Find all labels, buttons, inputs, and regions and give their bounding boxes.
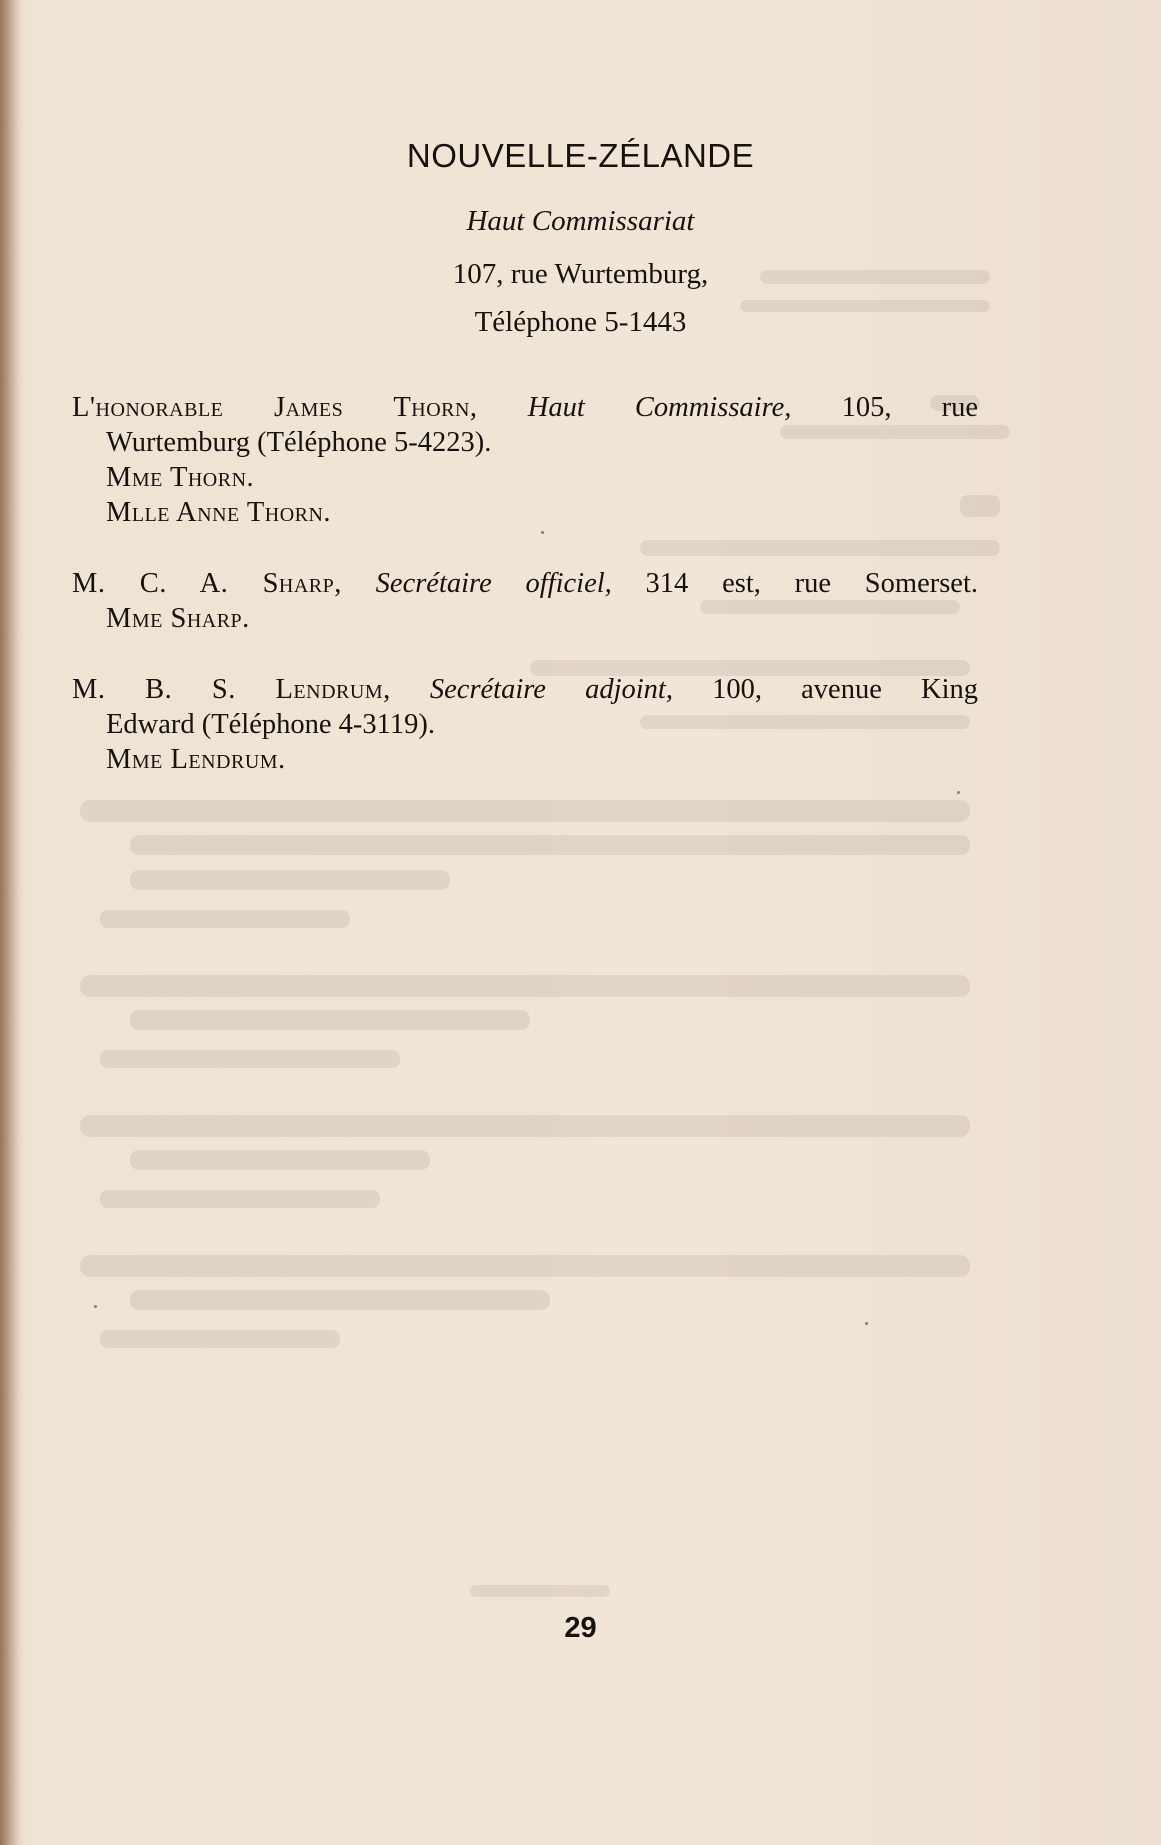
entry-family-member: Mlle Anne Thorn. (106, 497, 332, 528)
entry-details-continued: Wurtemburg (Téléphone 5-4223). (106, 427, 492, 458)
paper-speck (865, 1322, 868, 1325)
entry-line (72, 566, 978, 601)
entry-name: M. C. A. Sharp, (72, 568, 342, 599)
entry-details: 314 est, rue Somerset. (611, 568, 979, 599)
paper-speck (541, 531, 544, 534)
staff-entry (72, 390, 978, 530)
page-subtitle: Haut Commissariat (466, 205, 695, 237)
page-number: 29 (564, 1612, 597, 1644)
entry-title: Haut Commissaire, (527, 392, 792, 423)
staff-list (72, 390, 978, 813)
entry-details: 105, rue (791, 392, 979, 423)
entry-name: L'honorable James Thorn, (72, 392, 478, 423)
entry-details: 100, avenue King (672, 674, 979, 705)
entry-spouse: Mme Lendrum. (106, 744, 286, 775)
paper-speck (957, 791, 960, 794)
entry-spouse: Mme Sharp. (106, 603, 250, 634)
office-phone: Téléphone 5-1443 (474, 306, 687, 338)
staff-entry (72, 566, 978, 636)
entry-details-continued: Edward (Téléphone 4-3119). (106, 709, 435, 740)
entry-title: Secrétaire officiel, (375, 568, 612, 599)
office-address: 107, rue Wurtemburg, (452, 258, 709, 290)
entry-line (72, 390, 978, 425)
entry-line (72, 672, 978, 707)
entry-spouse: Mme Thorn. (106, 462, 255, 493)
paper-speck (94, 1305, 97, 1308)
staff-entry (72, 672, 978, 777)
entry-name: M. B. S. Lendrum, (72, 674, 391, 705)
page-title: NOUVELLE-ZÉLANDE (406, 137, 755, 174)
entry-title: Secrétaire adjoint, (429, 674, 673, 705)
